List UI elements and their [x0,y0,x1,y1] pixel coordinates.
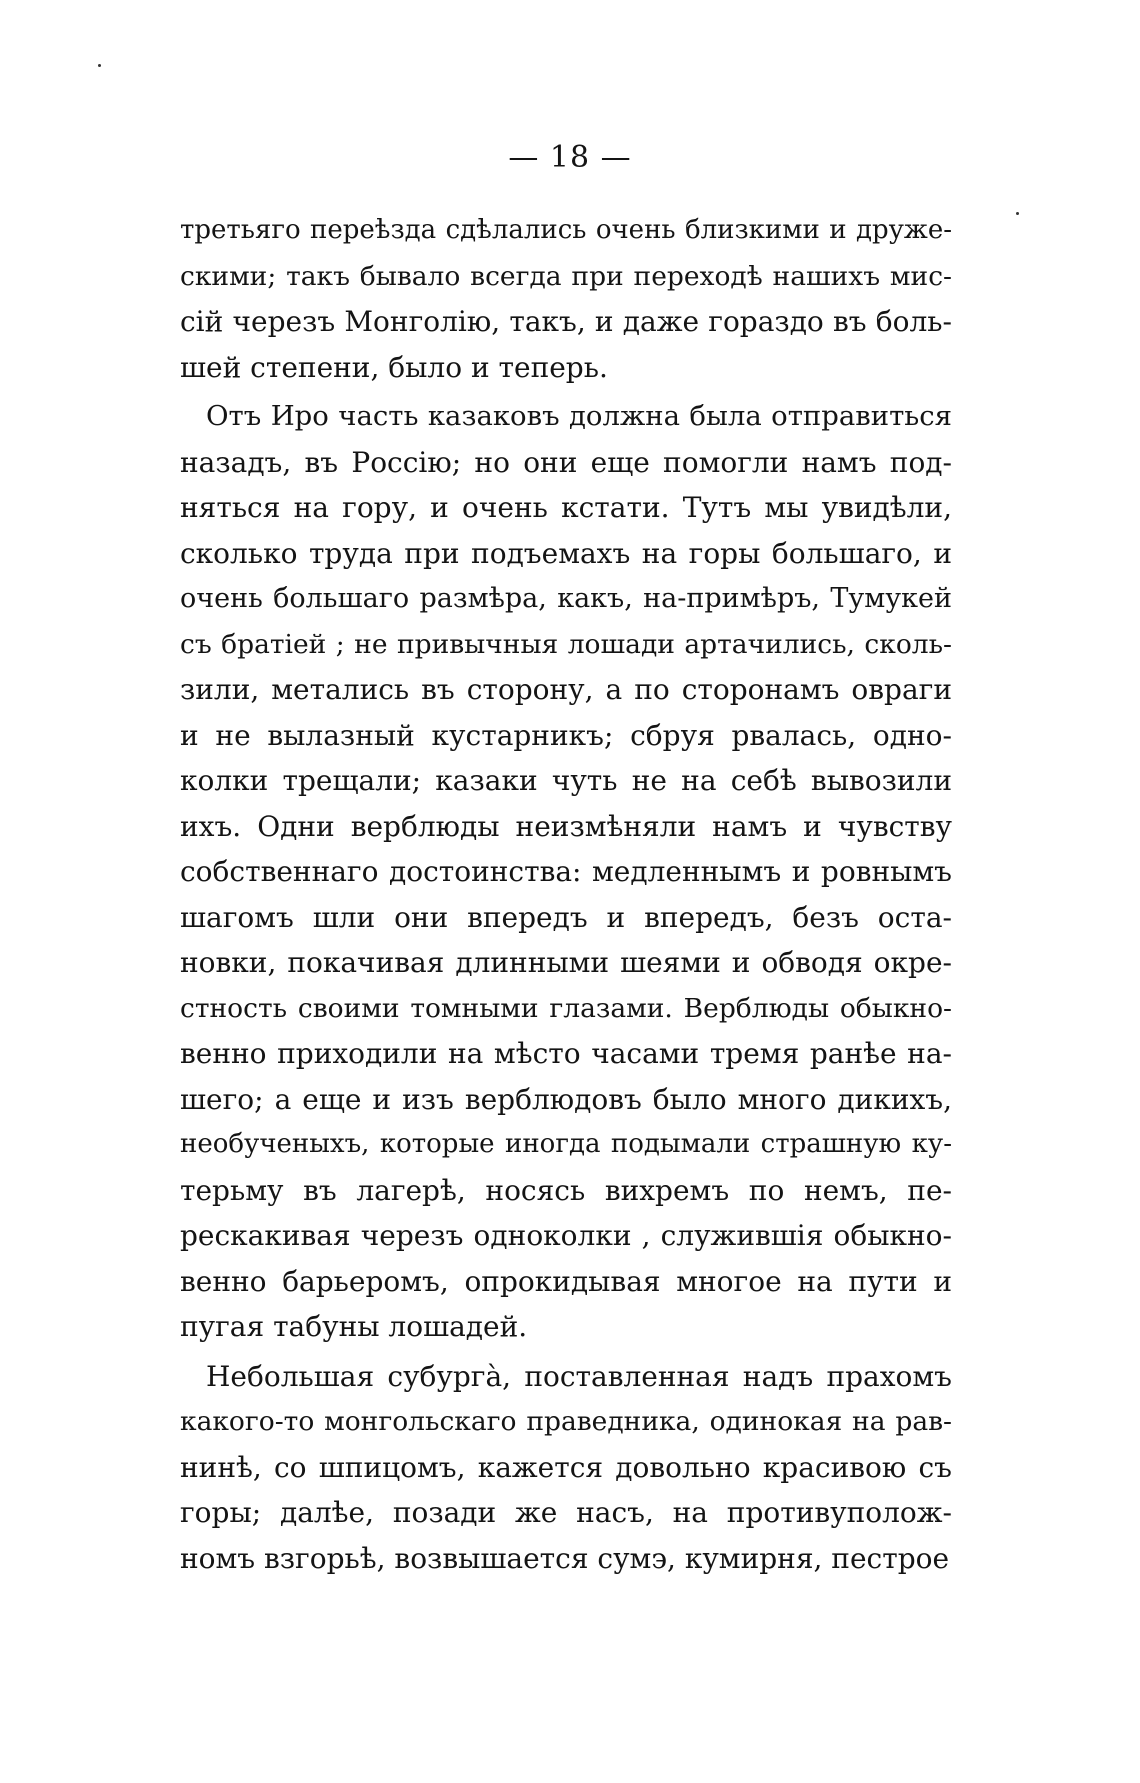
text-line: собственнаго достоинства: медленнымъ и ровнымъ [180,855,952,888]
print-speck [98,64,101,67]
text-line: необученыхъ, которые иногда подымали страшную ку- [180,1129,952,1159]
text-line: шего; а еще и изъ верблюдовъ было много дикихъ, [180,1082,952,1116]
text-line: ихъ. Одни верблюды неизмѣняли намъ и чувству [180,809,952,843]
text-line: пугая табуны лошадей. [180,1310,528,1343]
text-line: стность своими томными глазами. Верблюды обыкно- [180,992,952,1024]
text-line: третьяго переѣзда сдѣлались очень близкими и друже- [180,215,952,245]
text-line: какого-то монгольскаго праведника, одинокая на рав- [180,1406,952,1437]
text-line: сколько труда при подъемахъ на горы большаго, и [180,536,952,570]
text-line: номъ взгорьѣ, возвышается сумэ, кумирня, пестрое [180,1541,950,1575]
text-line: терьму въ лагерѣ, носясь вихремъ по немъ, пе- [180,1173,952,1207]
paragraph [180,208,952,390]
paragraph [180,394,952,1350]
text-line: шей степени, было и теперь. [180,350,608,384]
text-line: зили, метались въ сторону, а по сторонамъ овраги [180,673,952,706]
text-line: скими; такъ бывало всегда при переходѣ нашихъ мис- [180,260,952,292]
text-line: и не вылазный кустарникъ; сбруя рвалась, одно- [180,718,952,752]
text-line: Небольшая субургà, поставленная надъ прахомъ [206,1359,952,1393]
text-line: няться на гору, и очень кстати. Тутъ мы увидѣли, [180,491,952,524]
print-speck [1016,212,1019,215]
text-line: съ братіей ; не привычныя лошади артачились, сколь- [180,628,952,660]
text-line: Отъ Иро часть казаковъ должна была отправиться [206,400,952,432]
text-line: нинѣ, со шпицомъ, кажется довольно красивою съ [180,1450,952,1484]
text-line: новки, покачивая длинными шеями и обводя окре- [180,946,952,979]
text-line: венно барьеромъ, опрокидывая многое на пути и [180,1264,952,1298]
text-line: очень большаго размѣра, какъ, на-примѣръ, Тумукей [180,583,952,614]
text-line: горы; далѣе, позади же насъ, на противуполож- [180,1496,952,1529]
text-line: венно приходили на мѣсто часами тремя ранѣе на- [180,1037,952,1070]
text-line: рескакивая черезъ одноколки , служившія обыкно- [180,1219,952,1252]
page-number: — 18 — [508,140,632,175]
text-line: назадъ, въ Россію; но они еще помогли намъ под- [180,445,952,479]
text-line: сій черезъ Монголію, такъ, и даже гораздо въ боль- [180,305,952,338]
text-line: шагомъ шли они впередъ и впередъ, безъ оста- [180,900,952,934]
paragraph [180,1354,952,1582]
body-text [180,208,952,1581]
text-line: колки трещали; казаки чуть не на себѣ вывозили [180,764,952,797]
